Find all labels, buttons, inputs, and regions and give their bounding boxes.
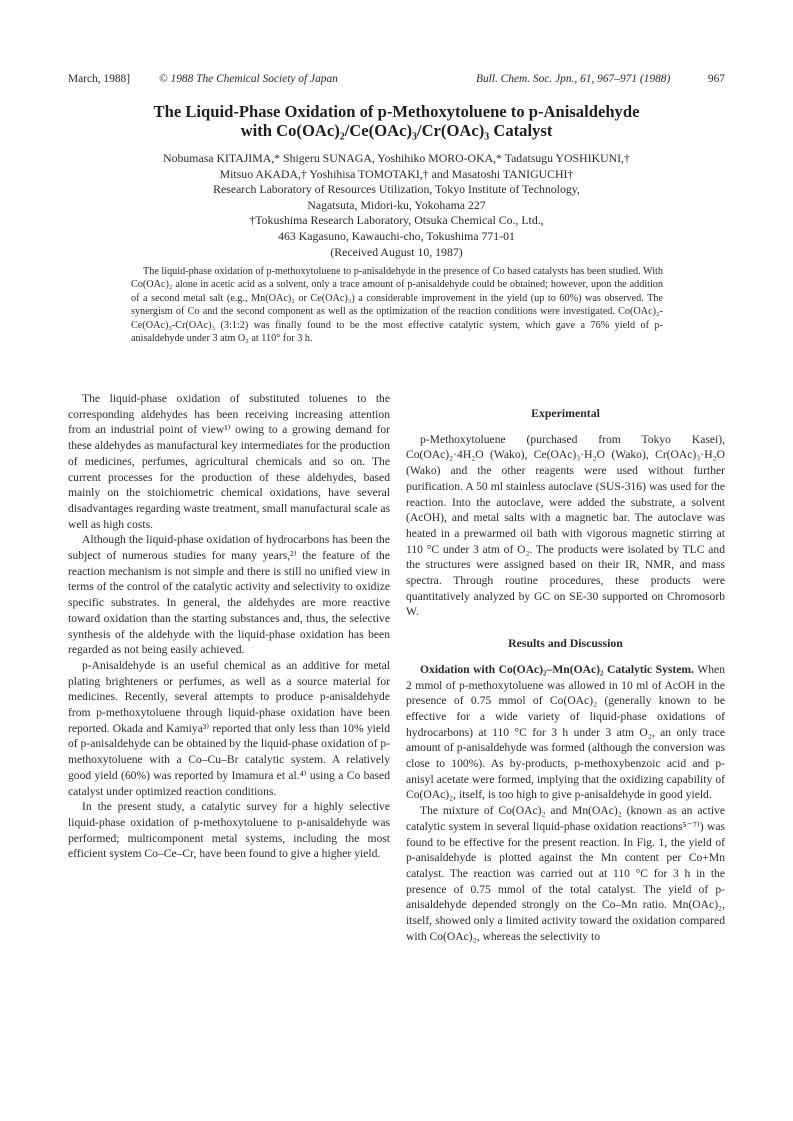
results-paragraph-2: The mixture of Co(OAc)₂ and Mn(OAc)₂ (known as an active catalytic system in several liquid-phase oxidation reactions⁵⁻⁷⁾) was found to be effective for the present reaction. In Fig. 1, the yield of p-anisaldehyde is plotted against the Mn content per Co+Mn catalyst. The reaction was carried out at 110 °C for 3 h in the presence of 0.75 mmol of the total catalyst. The yield of p-anisaldehyde depended strongly on the Co–Mn ratio. Mn(OAc)₂, itself, showed only a limited activity toward the oxidation compared with Co(OAc)₂, whereas the selectivity to <box>406 804 725 943</box>
affiliation-1: Research Laboratory of Resources Utilization, Tokyo Institute of Technology, <box>213 182 580 197</box>
journal-citation: Bull. Chem. Soc. Jpn., 61, 967–971 (1988) <box>476 73 671 85</box>
experimental-paragraph: p-Methoxytoluene (purchased from Tokyo Kasei), Co(OAc)₂·4H₂O (Wako), Ce(OAc)₃·H₂O (Wako), Cr(OAc)₃·H₂O (Wako) and the other reagents were used without further purification. A 50 ml stainless autoclave (SUS-316) was used for the reaction. Into the autoclave, were added the substrate, a solvent (AcOH), and metal salts with a magnetic bar. The autoclave was heated in a prewarmed oil bath with vigorous magnetic stirring at 110 °C under 3 atm of O₂. The products were isolated by TLC and the structures were assigned based on their IR, NMR, and mass spectra. Through routine procedures, these products were quantitatively analyzed by GC on SE-30 supported on Chromosorb W. <box>406 432 725 619</box>
running-header <box>68 71 725 87</box>
issue-date: March, 1988] <box>68 73 130 85</box>
abstract-text: The liquid-phase oxidation of p-methoxytoluene to p-anisaldehyde in the presence of Co based catalysts has been studied. With Co(OAc)₂ alone in acetic acid as a solvent, only a trace amount of p-anisaldehyde could be obtained; however, upon the addition of a second metal salt (e.g., Mn(OAc)₂ or Ce(OAc)₃) a considerable improvement in the yield (up to 60%) was observed. The synergism of Co and the second component as well as the optimization of the reaction conditions were investigated. Co(OAc)₂-Ce(OAc)₃-Cr(OAc)₃ (3:1:2) was finally found to be the most effective catalytic system, which gave a 76% yield of p-anisaldehyde under 3 atm O₂ at 110° for 3 h. <box>131 266 663 345</box>
intro-paragraph-2: Although the liquid-phase oxidation of hydrocarbons has been the subject of numerous studies for many years,²⁾ the feature of the reaction mechanism is not simple and there is still no unified view in terms of the control of the catalytic activity and selectivity to oxidize specific substrates. In general, the aldehydes are more reactive toward oxidation than the starting substances and, thus, the selective synthesis of the aldehyde with the liquid-phase oxidation has been regarded as not being easily achieved. <box>68 533 390 657</box>
author-block <box>60 151 733 260</box>
title-line-2: with Co(OAc)₂/Ce(OAc)₃/Cr(OAc)₃ Catalyst <box>240 121 553 140</box>
experimental-heading: Experimental <box>531 406 600 420</box>
author-line-1: Nobumasa KITAJIMA,* Shigeru SUNAGA, Yoshihiko MORO-OKA,* Tadatsugu YOSHIKUNI,† <box>163 151 630 165</box>
intro-paragraph-4: In the present study, a catalytic survey for a highly selective liquid-phase oxidation of p-methoxytoluene to p-anisaldehyde was performed; multicomponent metal systems, including the most efficient system Co–Ce–Cr, have been found to give a higher yield. <box>68 800 390 861</box>
article-title <box>40 102 753 140</box>
results-subheading: Oxidation with Co(OAc)₂–Mn(OAc)₂ Catalytic System. <box>420 662 694 676</box>
results-paragraph-1-text: When 2 mmol of p-methoxytoluene was allowed in 10 ml of AcOH in the presence of 0.75 mmol of Co(OAc)₂ (generally known to be effective for a wide variety of liquid-phase oxidations of hydrocarbons) at 110 °C for 3 h under 3 atm O₂, an only trace amount of p-anisaldehyde was formed (although the conversion was close to 100%). As by-products, p-methoxybenzoic acid and p-anisyl acetate were formed, implying that the oxidizing capability of Co(OAc)₂, itself, is too high to give p-anisaldehyde in good yield. <box>406 662 725 802</box>
title-line-1: The Liquid-Phase Oxidation of p-Methoxytoluene to p-Anisaldehyde <box>153 102 640 121</box>
abstract <box>131 265 663 345</box>
left-column <box>68 391 390 862</box>
copyright-notice: © 1988 The Chemical Society of Japan <box>159 73 338 85</box>
results-heading: Results and Discussion <box>508 636 623 651</box>
intro-paragraph-1: The liquid-phase oxidation of substituted toluenes to the corresponding aldehydes has been receiving increasing attention from an industrial point of view¹⁾ owing to a growing demand for these aldehydes as manufactural key intermediates for the production of medicines, perfumes, agricultural chemicals and so on. The current processes for the production of these aldehydes, based mainly on the stoichiometric chemical oxidations, have several disadvantages regarding waste treatment, small manufactural scale as well as high costs. <box>68 392 390 531</box>
page-number: 967 <box>707 73 725 85</box>
results-paragraph-1 <box>406 662 725 803</box>
right-column <box>406 406 725 945</box>
author-line-2: Mitsuo AKADA,† Yoshihisa TOMOTAKI,† and Masatoshi TANIGUCHI† <box>219 166 574 181</box>
affiliation-2: †Tokushima Research Laboratory, Otsuka Chemical Co., Ltd., <box>249 213 544 228</box>
address-1: Nagatsuta, Midori-ku, Yokohama 227 <box>307 197 486 212</box>
intro-paragraph-3: p-Anisaldehyde is an useful chemical as an additive for metal plating brighteners or perfumes, as well as a source material for medicines. Recently, several attempts to produce p-anisaldehyde from p-methoxytoluene through liquid-phase oxidation have been reported. Okada and Kamiya³⁾ reported that only less than 10% yield of p-anisaldehyde can be obtained by the liquid-phase oxidation of p-methoxytoluene with a Co–Cu–Br catalytic system. A relatively good yield (60%) was reported by Imamura et al.⁴⁾ using a Co based catalyst under optimized reaction conditions. <box>68 658 390 798</box>
address-2: 463 Kagasuno, Kawauchi-cho, Tokushima 771-01 <box>278 228 515 243</box>
received-date: (Received August 10, 1987) <box>330 244 463 259</box>
